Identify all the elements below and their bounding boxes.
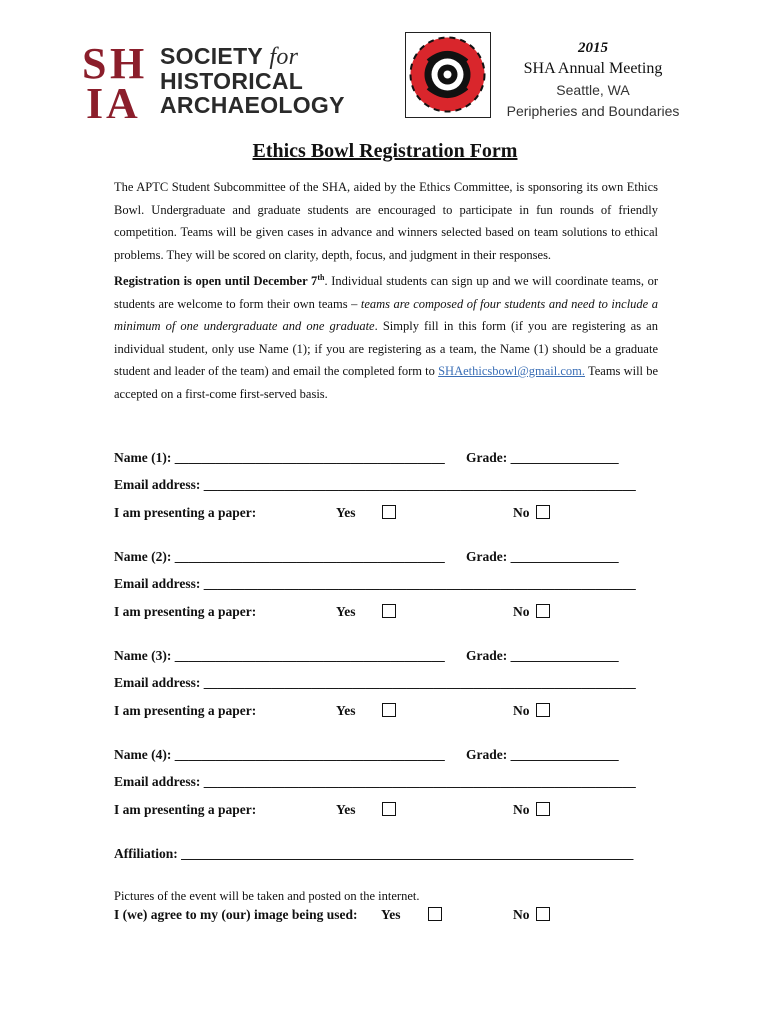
team-composition-note: teams are composed of four students and need to include a minimum of one undergraduate and one graduate [114, 296, 658, 333]
logo-word-archaeology: ARCHAEOLOGY [160, 92, 345, 118]
name-field[interactable]: Name (2): ________________________________________ [114, 549, 445, 564]
logo-word-historical: HISTORICAL [160, 68, 304, 94]
consent-no-label: No [513, 907, 530, 922]
contact-email-link[interactable]: SHAethicsbowl@gmail.com. [438, 364, 586, 378]
registration-deadline: Registration is open until December 7 [114, 274, 318, 288]
intro-paragraph: The APTC Student Subcommittee of the SHA, aided by the Ethics Committee, is sponsoring its own Ethics Bowl. Undergraduate and graduate students are encouraged to participate in fun rounds of friendly competition. Teams will be given cases in advance and winners selected based on team solutions to ethical problems. They will be scored on clarity, depth, focus, and judgment in their responses. [114, 180, 658, 262]
email-field[interactable]: Email address: ________________________________________________________________ [114, 774, 636, 789]
svg-text:I: I [86, 79, 104, 118]
presenting-paper-label: I am presenting a paper: [114, 505, 257, 520]
email-field[interactable]: Email address: ________________________________________________________________ [114, 576, 636, 591]
logo-word-for: for [269, 44, 299, 70]
consent-yes-checkbox[interactable] [428, 907, 442, 921]
svg-text:S: S [82, 42, 107, 88]
meeting-emblem [405, 32, 491, 118]
form-title: Ethics Bowl Registration Form [252, 140, 518, 162]
grade-field[interactable]: Grade: ________________ [466, 549, 619, 564]
deadline-suffix: th [317, 272, 325, 282]
consent-yes-label: Yes [381, 907, 401, 922]
registration-text-1: . Individual students can sign up and we will coordinate teams, or students are welcome to form their own teams – [114, 274, 658, 311]
paper-no-label: No [513, 604, 530, 619]
presenting-paper-label: I am presenting a paper: [114, 604, 257, 619]
paper-no-label: No [513, 505, 530, 520]
paper-no-checkbox[interactable] [536, 703, 550, 717]
paper-no-label: No [513, 703, 530, 718]
presenting-paper-label: I am presenting a paper: [114, 703, 257, 718]
paper-no-checkbox[interactable] [536, 802, 550, 816]
paper-yes-label: Yes [336, 604, 356, 619]
paper-no-checkbox[interactable] [536, 505, 550, 519]
meeting-title: SHA Annual Meeting [523, 60, 663, 77]
logo-word-society: SOCIETY [160, 43, 263, 69]
meeting-theme: Peripheries and Boundaries [506, 103, 680, 119]
meeting-year: 2015 [578, 40, 608, 56]
email-field[interactable]: Email address: ________________________________________________________________ [114, 477, 636, 492]
grade-field[interactable]: Grade: ________________ [466, 648, 619, 663]
grade-field[interactable]: Grade: ________________ [466, 747, 619, 762]
northwest-coast-emblem-icon [406, 33, 489, 116]
meeting-info [496, 38, 690, 122]
meeting-location: Seattle, WA [556, 82, 630, 98]
svg-text:A: A [106, 79, 138, 118]
sha-logo-wordmark [160, 44, 345, 117]
paper-yes-checkbox[interactable] [382, 604, 396, 618]
paper-yes-checkbox[interactable] [382, 802, 396, 816]
photo-note: Pictures of the event will be taken and posted on the internet. [114, 889, 420, 903]
grade-field[interactable]: Grade: ________________ [466, 450, 619, 465]
paper-yes-label: Yes [336, 703, 356, 718]
affiliation-field[interactable]: Affiliation: ___________________________________________________________________ [114, 846, 634, 861]
email-field[interactable]: Email address: ________________________________________________________________ [114, 675, 636, 690]
presenting-paper-label: I am presenting a paper: [114, 802, 257, 817]
registration-text-2: . Simply fill in this form (if you are registering as an individual student, only use Name (1); if you are registering as a team, the Name (1) should be a graduate student and leader of the team) and email the completed form to [114, 319, 658, 378]
paper-yes-checkbox[interactable] [382, 505, 396, 519]
paper-no-checkbox[interactable] [536, 604, 550, 618]
svg-text:H: H [110, 42, 145, 88]
paper-yes-label: Yes [336, 505, 356, 520]
sha-logo-mark [82, 42, 154, 118]
registration-paragraph [114, 270, 658, 405]
registration-text-3: Teams will be accepted on a first-come first-served basis. [114, 364, 659, 401]
name-field[interactable]: Name (3): ________________________________________ [114, 648, 445, 663]
paper-yes-checkbox[interactable] [382, 703, 396, 717]
paper-no-label: No [513, 802, 530, 817]
name-field[interactable]: Name (4): ________________________________________ [114, 747, 445, 762]
consent-no-checkbox[interactable] [536, 907, 550, 921]
name-field[interactable]: Name (1): ________________________________________ [114, 450, 445, 465]
image-consent-label: I (we) agree to my (our) image being used: [114, 907, 358, 922]
paper-yes-label: Yes [336, 802, 356, 817]
